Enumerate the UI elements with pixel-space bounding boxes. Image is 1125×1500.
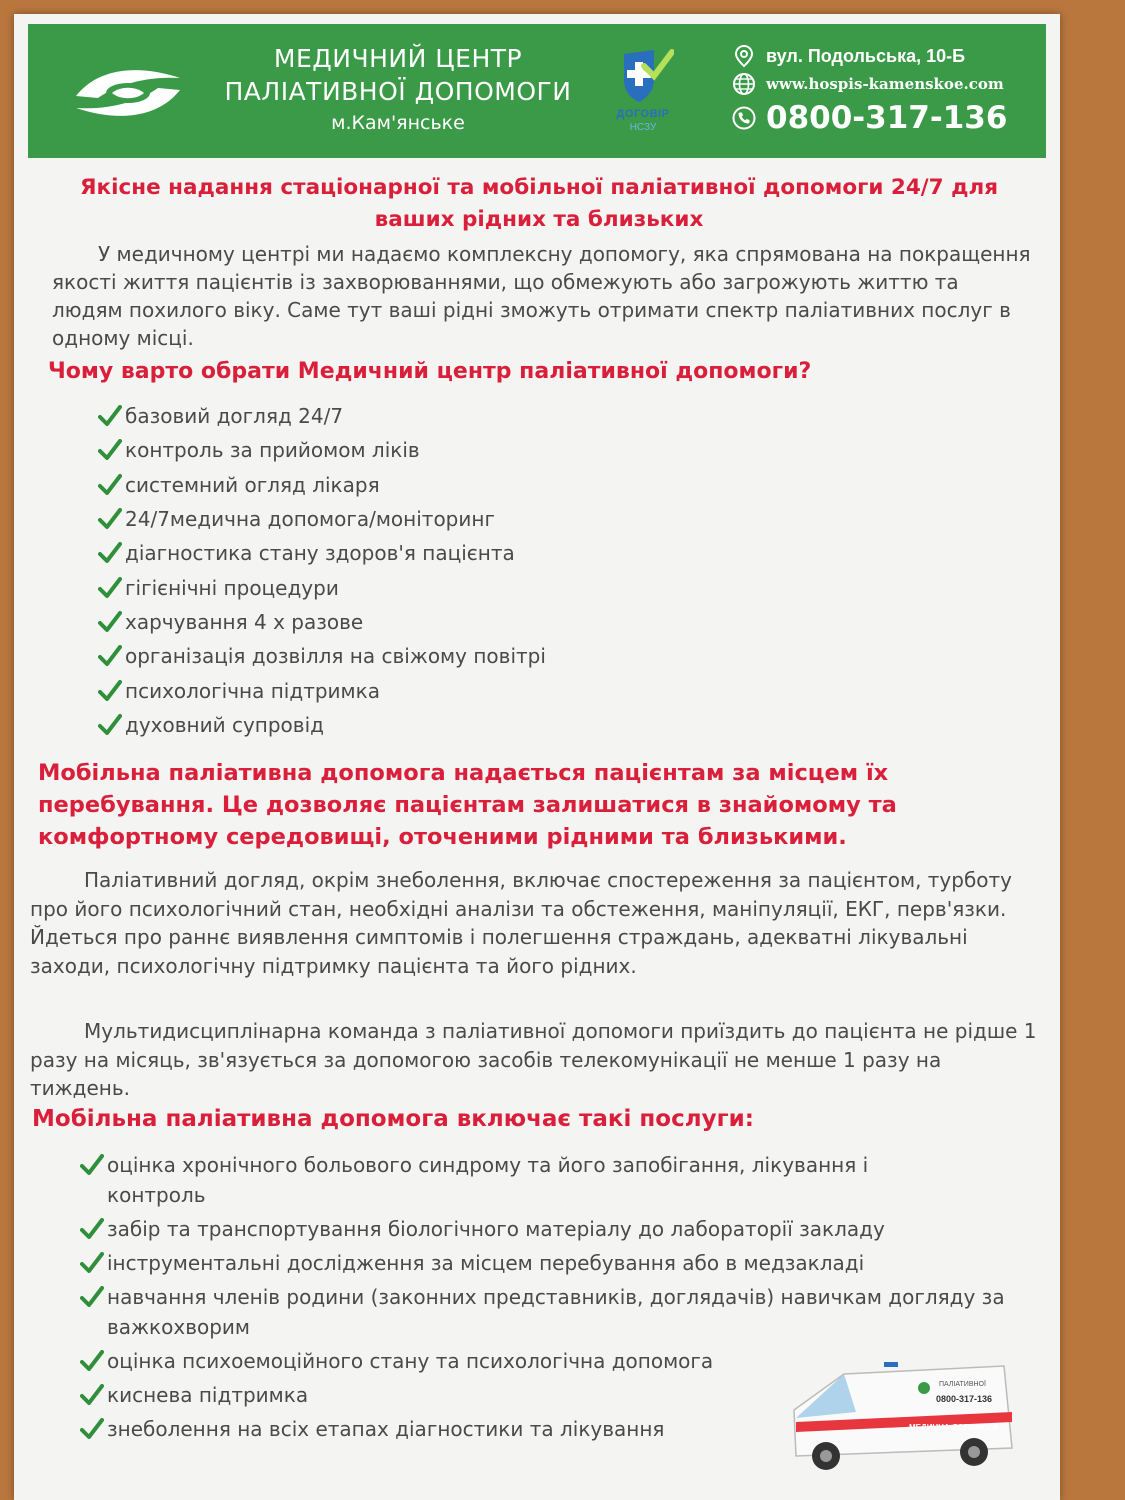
center-name (218, 42, 578, 134)
list-item-text: діагностика стану здоров'я пацієнта (125, 541, 515, 566)
mobile-paragraph-2-text: Мультидисциплінарна команда з паліативної допомоги приїздить до пацієнта не рідше 1 разу на місяць, зв'язується за допомогою засобів телекомунікації не менше 1 разу на тиждень. (30, 1019, 1037, 1100)
list-item-text: навчання членів родини (законних представників, доглядачів) навичкам догляду за важкохворим (107, 1285, 1005, 1339)
list-item-text: оцінка психоемоційного стану та психологічна допомога (107, 1349, 714, 1373)
list-item-text: харчування 4 х разове (125, 609, 364, 634)
intro-paragraph-text: У медичному центрі ми надаємо комплексну допомогу, яка спрямована на покращення якості життя пацієнтів із захворюваннями, що обмежують або загрожують життю та людям похилого віку. Саме тут ваші рідні зможуть отримати спектр паліативних послуг в одному місці. (52, 242, 1031, 350)
checkmark-icon (98, 680, 122, 702)
checkmark-icon (98, 474, 122, 496)
globe-icon (732, 72, 756, 96)
why-heading: Чому варто обрати Медичний центр паліативної допомоги? (48, 359, 812, 384)
list-item (98, 673, 546, 707)
city-name: м.Кам'янське (331, 112, 465, 134)
badge-label: ДОГОВІР (616, 108, 670, 120)
badge-sub: НСЗУ (629, 122, 657, 133)
checkmark-icon (80, 1286, 104, 1308)
phone-number[interactable]: 0800-317-136 (766, 100, 1008, 136)
list-item (98, 639, 546, 673)
intro-paragraph (52, 240, 1032, 352)
checkmark-icon (98, 508, 122, 530)
list-item-text: гігієнічні процедури (125, 575, 339, 600)
list-item-text: 24/7медична допомога/моніторинг (125, 507, 495, 532)
checkmark-icon (80, 1252, 104, 1274)
checkmark-icon (80, 1154, 104, 1176)
address-text: вул. Подольська, 10-Б (766, 45, 966, 66)
list-item-text: духовний супровід (125, 712, 324, 737)
phone-row (732, 98, 1042, 138)
list-item (98, 570, 546, 604)
ambulance-phone: 0800-317-136 (936, 1394, 993, 1404)
list-item (98, 399, 546, 433)
checkmark-icon (80, 1350, 104, 1372)
list-item (98, 468, 546, 502)
center-name-line1: МЕДИЧНИЙ ЦЕНТР (273, 44, 523, 73)
list-item (80, 1150, 1020, 1210)
list-item-text: забір та транспортування біологічного матеріалу до лабораторії закладу (107, 1217, 885, 1241)
list-item-text: контроль за прийомом ліків (125, 438, 420, 463)
list-item-text: системний огляд лікаря (125, 472, 380, 497)
why-list (98, 399, 546, 742)
website-row (732, 70, 1042, 98)
checkmark-icon (98, 405, 122, 427)
phone-icon (732, 106, 756, 130)
ambulance-illustration (774, 1352, 1019, 1478)
shield-plus-icon (614, 46, 674, 106)
hands-logo-icon (68, 58, 188, 128)
mobile-paragraph-2 (30, 1017, 1040, 1103)
list-item (80, 1282, 1020, 1342)
list-item (98, 605, 546, 639)
website-link[interactable]: www.hospis-kamenskoe.com (766, 75, 1004, 93)
contacts-block (732, 42, 1042, 138)
address-row (732, 42, 1042, 70)
svg-text:ПАЛІАТИВНОЇ: ПАЛІАТИВНОЇ (939, 1381, 986, 1388)
list-item (98, 708, 546, 742)
list-item (80, 1248, 1020, 1278)
list-item-text: психологічна підтримка (125, 678, 380, 703)
list-item (80, 1214, 1020, 1244)
list-item (98, 433, 546, 467)
list-item (98, 502, 546, 536)
mobile-heading: Мобільна паліативна допомога надається пацієнтам за місцем їх перебування. Це дозволяє пацієнтам залишатися в знайомому та комфортному середовищі, оточеними рідними та близькими. (38, 760, 897, 850)
ambulance-label: МЕДИЧНА ДОПОМОГА (909, 1423, 999, 1432)
checkmark-icon (98, 577, 122, 599)
center-name-line2: ПАЛІАТИВНОЇ ДОПОМОГИ (224, 77, 572, 106)
checkmark-icon (98, 439, 122, 461)
list-item (98, 536, 546, 570)
checkmark-icon (80, 1418, 104, 1440)
mobile-paragraph-1 (30, 866, 1040, 980)
checkmark-icon (80, 1384, 104, 1406)
checkmark-icon (98, 645, 122, 667)
mobile-paragraph-1-text: Паліативний догляд, окрім знеболення, включає спостереження за пацієнтом, турботу про його психологічний стан, необхідні аналізи та обстеження, маніпуляції, ЕКГ, перв'язки. Йдеться про раннє виявлення симптомів і полегшення страждань, адекватні лікувальні заходи, психологічну підтримку пацієнта та його рідних. (30, 868, 1013, 978)
list-item-text: організація дозвілля на свіжому повітрі (125, 644, 546, 669)
list-item-text: інструментальні дослідження за місцем перебування або в медзакладі (107, 1251, 865, 1275)
checkmark-icon (98, 714, 122, 736)
location-pin-icon (732, 44, 756, 68)
services-heading: Мобільна паліативна допомога включає такі послуги: (32, 1106, 754, 1132)
header-banner (28, 24, 1046, 158)
list-item-text: базовий догляд 24/7 (125, 404, 344, 429)
checkmark-icon (80, 1218, 104, 1240)
list-item-text: киснева підтримка (107, 1383, 309, 1407)
checkmark-icon (98, 542, 122, 564)
flyer-sheet (14, 14, 1060, 1500)
list-item-text: оцінка хронічного больового синдрому та його запобігання, лікування і контроль (107, 1153, 869, 1207)
list-item-text: знеболення на всіх етапах діагностики та лікування (107, 1417, 665, 1441)
main-heading: Якісне надання стаціонарної та мобільної паліативної допомоги 24/7 для ваших рідних та близьких (79, 175, 999, 232)
checkmark-icon (98, 611, 122, 633)
